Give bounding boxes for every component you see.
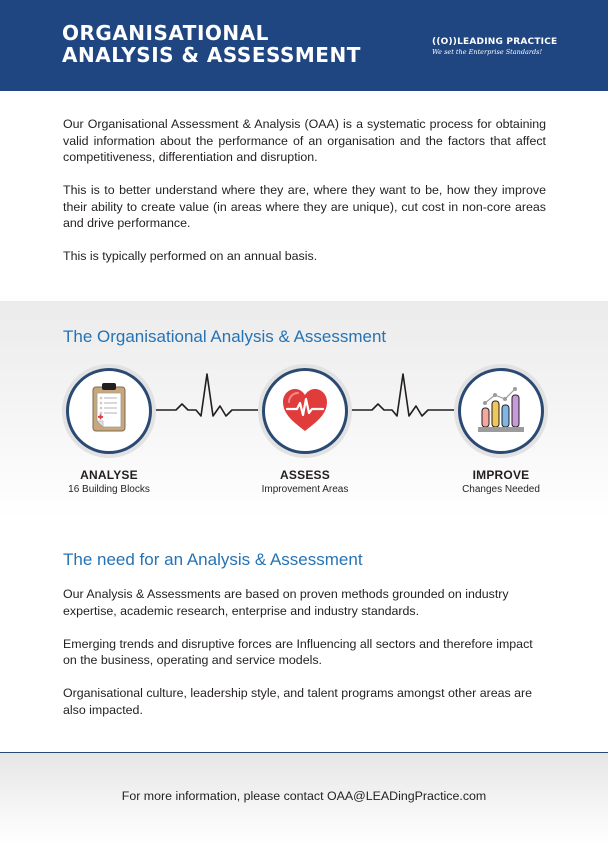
- process-section-title: The Organisational Analysis & Assessment: [63, 327, 387, 346]
- pulse-line-left: [155, 374, 262, 416]
- leading-practice-logo: [432, 37, 557, 56]
- need-paragraph-1: Our Analysis & Assessments are based on proven methods grounded on industry expertise, academic research, enterprise and industry standards.: [63, 587, 509, 618]
- need-section: [63, 586, 546, 735]
- heart-pulse-icon: [265, 371, 345, 451]
- page-title-line-2: ANALYSIS & ASSESSMENT: [62, 43, 361, 67]
- need-paragraph-3: Organisational culture, leadership style, and talent programs amongst other areas are also impacted.: [63, 686, 533, 717]
- step-improve: [426, 468, 576, 495]
- step-analyse-sub: 16 Building Blocks: [68, 484, 150, 495]
- step-assess-name: ASSESS: [280, 468, 330, 482]
- bar-chart-icon: [461, 371, 541, 451]
- step-analyse: [34, 468, 184, 495]
- logo-tagline: We set the Enterprise Standards!: [432, 48, 543, 56]
- step-improve-sub: Changes Needed: [462, 484, 540, 495]
- analyse-circle: [66, 368, 152, 454]
- clipboard-icon: [69, 371, 149, 451]
- contact-info: For more information, please contact OAA@LEADingPractice.com: [121, 789, 487, 803]
- intro-section: [63, 116, 546, 281]
- page-footer: [0, 753, 608, 845]
- step-assess-sub: Improvement Areas: [261, 484, 349, 495]
- improve-circle: [458, 368, 544, 454]
- logo-name: ((O))LEADING PRACTICE: [432, 37, 558, 47]
- need-paragraph-2: Emerging trends and disruptive forces are Influencing all sectors and therefore impact on the business, operating and service models.: [63, 636, 533, 667]
- process-flow: [0, 360, 608, 510]
- step-analyse-name: ANALYSE: [80, 468, 138, 482]
- step-assess: [230, 468, 380, 495]
- page-title-line-1: ORGANISATIONAL: [62, 21, 269, 45]
- step-improve-name: IMPROVE: [472, 468, 530, 482]
- need-section-title: The need for an Analysis & Assessment: [63, 550, 363, 569]
- intro-paragraph-3: This is typically performed on an annual basis.: [63, 249, 318, 263]
- intro-paragraph-2: This is to better understand where they are, where they want to be, how they improve their ability to create value (in areas where they are unique), cut cost in non-core areas and drive performance.: [63, 183, 546, 230]
- page-title: [62, 22, 361, 66]
- intro-paragraph-1: Our Organisational Assessment & Analysis (OAA) is a systematic process for obtaining valid information about the performance of an organisation and the factors that affect competitiveness, differentiation and disruption.: [63, 117, 546, 164]
- pulse-line-right: [350, 374, 458, 416]
- assess-circle: [262, 368, 348, 454]
- page-header: [0, 0, 608, 91]
